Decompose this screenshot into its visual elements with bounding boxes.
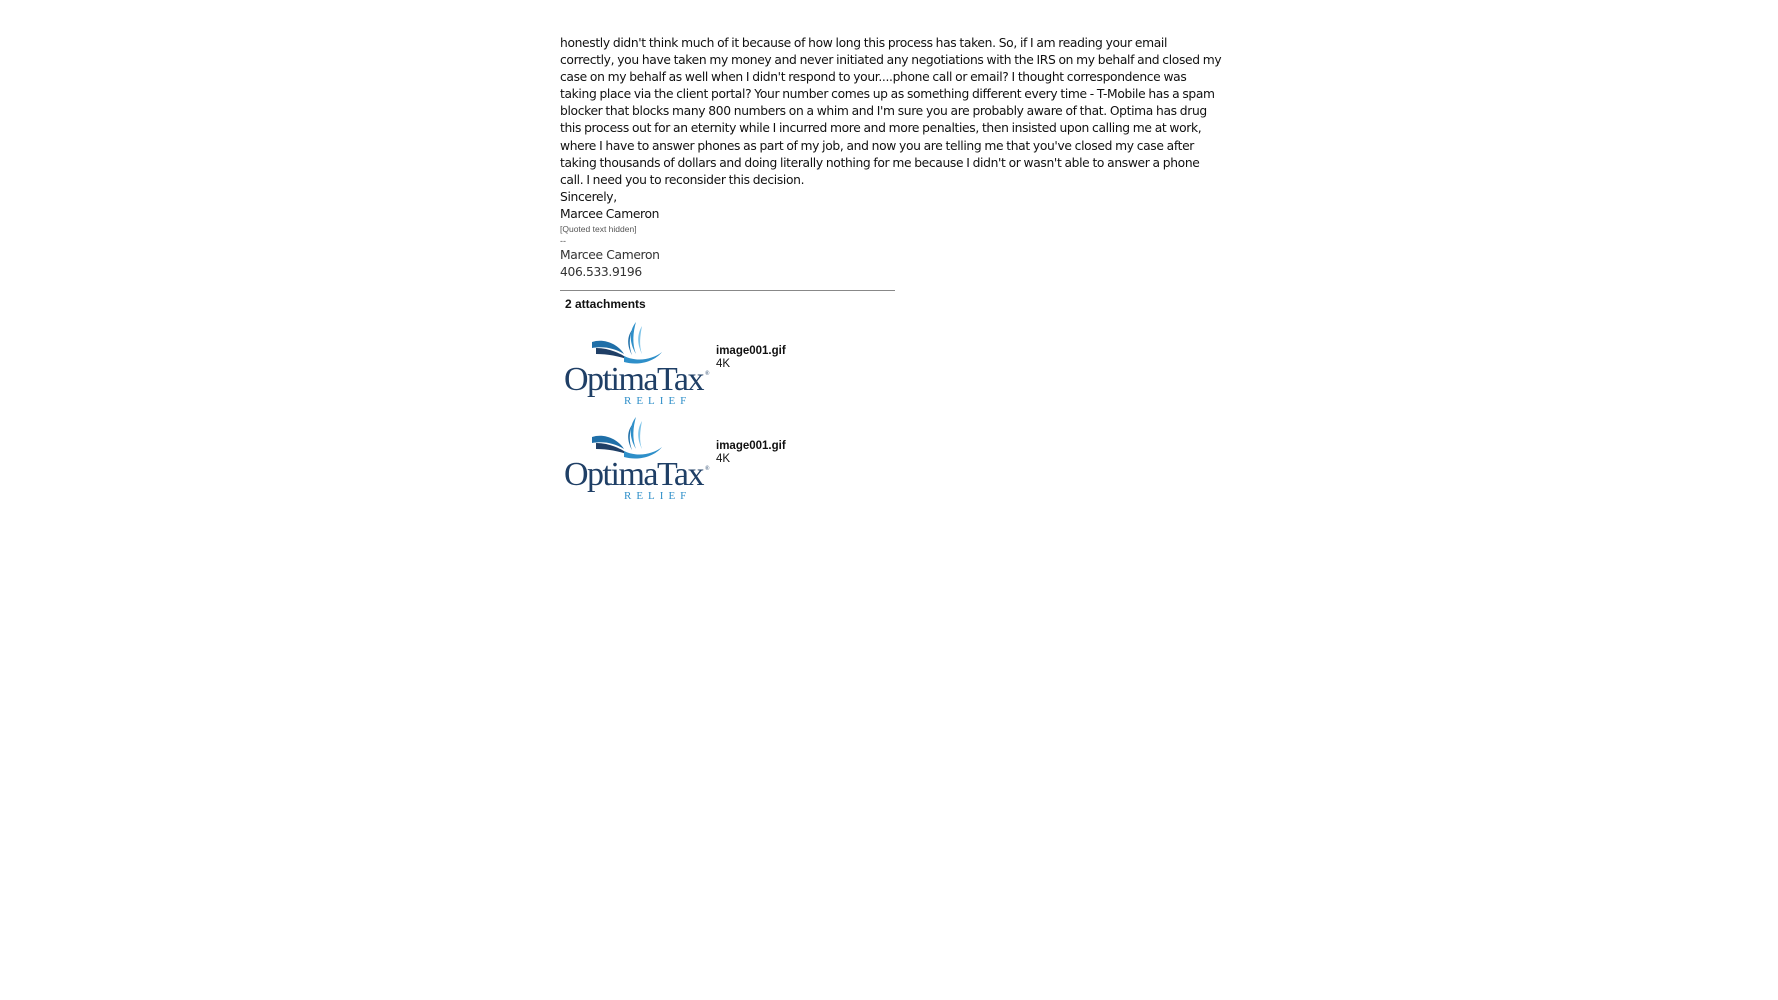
signature-separator: --: [560, 236, 566, 247]
logo-wordmark: OptimaTax: [564, 456, 703, 494]
logo-registered-mark: ®: [705, 371, 710, 378]
body-line: where I have to answer phones as part of my job, and now you are telling me that you've closed my case after: [560, 138, 1194, 153]
attachment-filename[interactable]: image001.gif: [716, 440, 786, 453]
logo-flame-icon: [592, 322, 662, 364]
logo-registered-mark: ®: [705, 466, 710, 473]
attachment-size: 4K: [716, 358, 731, 371]
email-message: [560, 35, 1240, 508]
optima-tax-logo-thumbnail[interactable]: [562, 318, 712, 408]
body-line: case on my behalf as well when I didn't respond to your....phone call or email? I thought correspondence was: [560, 70, 1187, 85]
logo-subtitle: RELIEF: [624, 395, 692, 408]
sender-name: Marcee Cameron: [560, 206, 660, 221]
attachment-item: [560, 318, 1240, 413]
optima-tax-logo-thumbnail[interactable]: [562, 413, 712, 503]
attachment-info: [716, 440, 786, 466]
attachments-header: 2 attachments: [565, 297, 646, 312]
closing-line: Sincerely,: [560, 189, 617, 204]
logo-wordmark: OptimaTax: [564, 361, 703, 399]
signature-name: Marcee Cameron: [560, 248, 660, 263]
body-line: taking place via the client portal? Your number comes up as something different every time - T-Mobile has a spam: [560, 87, 1215, 102]
attachment-filename[interactable]: image001.gif: [716, 345, 786, 358]
attachment-info: [716, 345, 786, 371]
quoted-text-toggle[interactable]: [Quoted text hidden]: [560, 224, 637, 235]
body-line: honestly didn't think much of it because of how long this process has taken. So, if I am reading your email: [560, 36, 1168, 50]
body-line: taking thousands of dollars and doing literally nothing for me because I didn't or wasn't able to answer a phone: [560, 155, 1200, 170]
body-line: call. I need you to reconsider this decision.: [560, 172, 805, 187]
logo-subtitle: RELIEF: [624, 490, 692, 503]
body-line: correctly, you have taken my money and never initiated any negotiations with the IRS on my behalf and closed my: [560, 53, 1222, 68]
attachment-size: 4K: [716, 453, 731, 466]
body-line: blocker that blocks many 800 numbers on a whim and I'm sure you are probably aware of that. Optima has drug: [560, 104, 1207, 119]
signature-phone: 406.533.9196: [560, 265, 642, 280]
logo-flame-icon: [592, 417, 662, 459]
body-line: this process out for an eternity while I incurred more and more penalties, then insisted upon calling me at work,: [560, 121, 1202, 136]
attachment-item: [560, 413, 1240, 508]
email-body: [560, 35, 1240, 223]
attachments-divider: [560, 290, 895, 291]
